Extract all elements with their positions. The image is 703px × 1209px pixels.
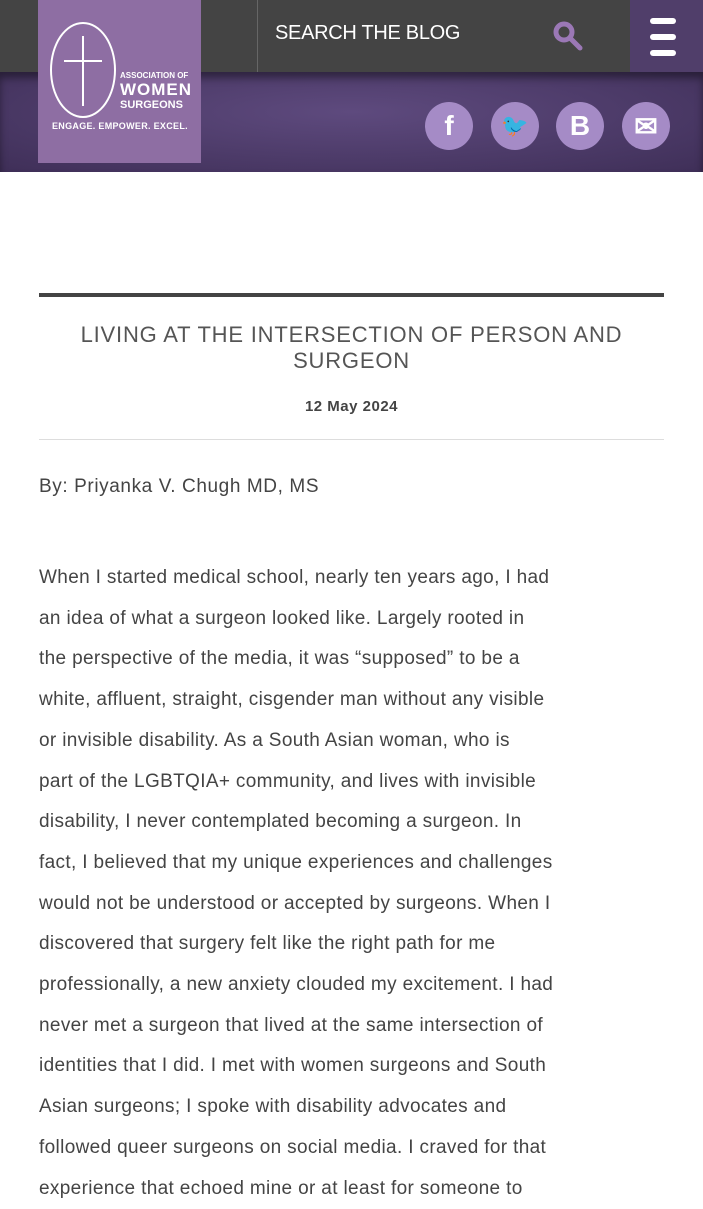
body-line: professionally, a new anxiety clouded my excitement. I had	[39, 974, 554, 996]
blogger-icon[interactable]: B	[556, 102, 604, 150]
body-line: white, affluent, straight, cisgender man without any visible	[39, 689, 545, 711]
post-date: 12 May 2024	[304, 398, 399, 415]
body-line: an idea of what a surgeon looked like. Largely rooted in	[39, 607, 525, 629]
search-icon[interactable]	[552, 20, 584, 52]
body-line: followed queer surgeons on social media. I craved for that	[39, 1136, 547, 1158]
body-line: disability, I never contemplated becoming a surgeon. In	[39, 811, 522, 833]
hamburger-icon	[650, 18, 676, 24]
logo-line3: SURGEONS	[120, 99, 183, 111]
logo-line1: ASSOCIATION OF	[120, 71, 189, 80]
post-title: LIVING AT THE INTERSECTION OF PERSON AND SURGEON	[80, 322, 623, 373]
twitter-icon[interactable]: 🐦	[491, 102, 539, 150]
body-line: or invisible disability. As a South Asian woman, who is	[39, 729, 510, 751]
body-line: experience that echoed mine or at least for someone to	[39, 1177, 523, 1199]
body-line: Asian surgeons; I spoke with disability advocates and	[39, 1096, 507, 1118]
body-line: would not be understood or accepted by surgeons. When I	[39, 892, 551, 914]
byline: By: Priyanka V. Chugh MD, MS	[39, 476, 320, 497]
hamburger-bar	[650, 34, 676, 40]
hamburger-bar	[650, 50, 676, 56]
body-line: When I started medical school, nearly ten years ago, I had	[39, 567, 550, 588]
menu-button[interactable]	[630, 0, 703, 72]
seal-emblem-icon	[50, 22, 116, 118]
body-line: part of the LGBTQIA+ community, and lives with invisible	[39, 770, 537, 792]
post-body	[39, 558, 553, 1209]
body-line: identities that I did. I met with women surgeons and South	[39, 1055, 547, 1077]
logo-line2: WOMEN	[120, 80, 193, 99]
facebook-icon[interactable]: f	[425, 102, 473, 150]
body-line: fact, I believed that my unique experiences and challenges	[39, 851, 553, 873]
title-rule	[39, 293, 664, 297]
divider	[257, 0, 258, 72]
logo-tagline: ENGAGE. EMPOWER. EXCEL.	[52, 121, 188, 131]
body-line: the perspective of the media, it was “supposed” to be a	[39, 648, 520, 670]
body-line: never met a surgeon that lived at the same intersection of	[39, 1014, 544, 1036]
email-icon[interactable]: ✉	[622, 102, 670, 150]
body-line: discovered that surgery felt like the right path for me	[39, 933, 496, 955]
search-input[interactable]: SEARCH THE BLOG	[275, 22, 461, 44]
divider	[39, 439, 664, 440]
logo[interactable]	[38, 0, 201, 163]
